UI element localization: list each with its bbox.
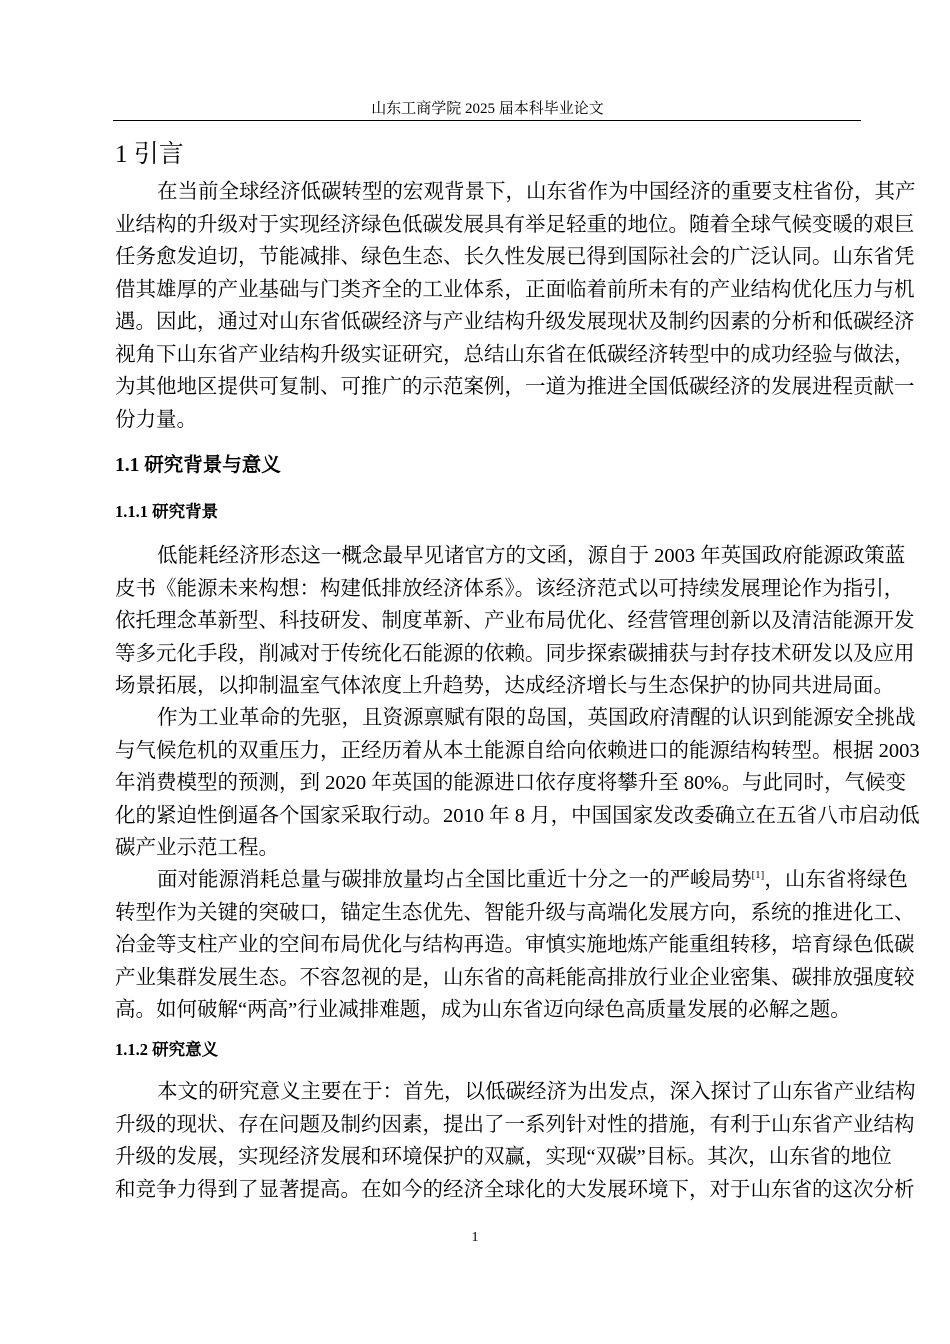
text-line: 年消费模型的预测，到 2020 年英国的能源进口依存度将攀升至 80%。与此同时，气候变 — [115, 772, 906, 794]
text-line: 升级的现状、存在问题及制约因素，提出了一系列针对性的措施，有利于山东省产业结构 — [115, 1113, 915, 1136]
text-line: 和竞争力得到了显著提高。在如今的经济全球化的大发展环境下，对于山东省的这次分析 — [115, 1178, 915, 1201]
text-line: 作为工业革命的先驱，且资源禀赋有限的岛国，英国政府清醒的认识到能源安全挑战 — [157, 707, 916, 729]
text-line: 产业集群发展生态。不容忽视的是，山东省的高耗能高排放行业企业密集、碳排放强度较 — [115, 966, 915, 989]
chapter-title: 1 引言 — [115, 141, 184, 168]
text-line: 份力量。 — [115, 408, 197, 431]
text-segment: 面对能源消耗总量与碳排放量均占全国比重近十分之一的严峻局势 — [157, 869, 752, 891]
subsection-heading-1-1-1: 1.1.1 研究背景 — [115, 502, 219, 521]
text-line: 场景拓展，以抑制温室气体浓度上升趋势，达成经济增长与生态保护的协同共进局面。 — [115, 675, 894, 697]
text-segment: ，山东省将绿色 — [764, 869, 908, 891]
text-line: 为其他地区提供可复制、可推广的示范案例，一道为推进全国低碳经济的发展进程贡献一 — [115, 376, 915, 398]
text-line: 化的紧迫性倒逼各个国家采取行动。2010 年 8 月，中国国家发改委确立在五省八市启动低 — [115, 804, 920, 827]
text-line: 升级的发展，实现经济发展和环境保护的双赢，实现“双碳”目标。其次，山东省的地位 — [115, 1146, 892, 1168]
text-line: 业结构的升级对于实现经济绿色低碳发展具有举足轻重的地位。随着全球气候变暖的艰巨 — [115, 213, 915, 236]
text-line: 借其雄厚的产业基础与门类齐全的工业体系，正面临着前所未有的产业结构优化压力与机 — [115, 278, 915, 301]
text-line: 冶金等支柱产业的空间布局优化与结构再造。审慎实施地炼产能重组转移，培育绿色低碳 — [115, 934, 915, 956]
section-heading-1-1: 1.1 研究背景与意义 — [115, 455, 281, 476]
subsection-heading-1-1-2: 1.1.2 研究意义 — [115, 1040, 219, 1059]
text-line — [115, 864, 908, 897]
paragraph-background-3 — [115, 864, 915, 1027]
text-line: 低能耗经济形态这一概念最早见诸官方的文函，源自于 2003 年英国政府能源政策蓝 — [157, 545, 906, 567]
page-number: 1 — [471, 1230, 479, 1245]
text-line: 任务愈发迫切，节能减排、绿色生态、长久性发展已得到国际社会的广泛认同。山东省凭 — [115, 246, 915, 268]
text-line: 本文的研究意义主要在于：首先，以低碳经济为出发点，深入探讨了山东省产业结构 — [157, 1081, 916, 1103]
text-line: 与气候危机的双重压力，正经历着从本土能源自给向依赖进口的能源结构转型。根据 2003 — [115, 739, 920, 762]
text-line: 碳产业示范工程。 — [115, 837, 279, 859]
text-line: 依托理念革新型、科技研发、制度革新、产业布局优化、经营管理创新以及清洁能源开发 — [115, 610, 915, 632]
citation-link[interactable]: [1] — [751, 869, 765, 882]
text-line: 视角下山东省产业结构升级实证研究，总结山东省在低碳经济转型中的成功经验与做法， — [115, 343, 915, 366]
text-line: 高。如何破解“两高”行业减排难题，成为山东省迈向绿色高质量发展的必解之题。 — [115, 999, 851, 1021]
paragraph-background-1 — [115, 540, 915, 703]
text-line: 转型作为关键的突破口，锚定生态优先、智能升级与高端化发展方向，系统的推进化工、 — [115, 901, 915, 924]
paragraph-intro — [115, 176, 916, 436]
paragraph-significance — [115, 1076, 916, 1206]
running-header: 山东工商学院 2025 届本科毕业论文 — [371, 101, 604, 117]
text-line: 遇。因此，通过对山东省低碳经济与产业结构升级发展现状及制约因素的分析和低碳经济 — [115, 311, 915, 333]
text-line: 皮书《能源未来构想：构建低排放经济体系》。该经济范式以可持续发展理论作为指引， — [115, 577, 905, 600]
header-rule — [113, 120, 861, 121]
text-line: 等多元化手段，削减对于传统化石能源的依赖。同步探索碳捕获与封存技术研发以及应用 — [115, 642, 915, 665]
paragraph-background-2 — [115, 702, 920, 865]
text-line: 在当前全球经济低碳转型的宏观背景下，山东省作为中国经济的重要支柱省份，其产 — [157, 181, 916, 203]
